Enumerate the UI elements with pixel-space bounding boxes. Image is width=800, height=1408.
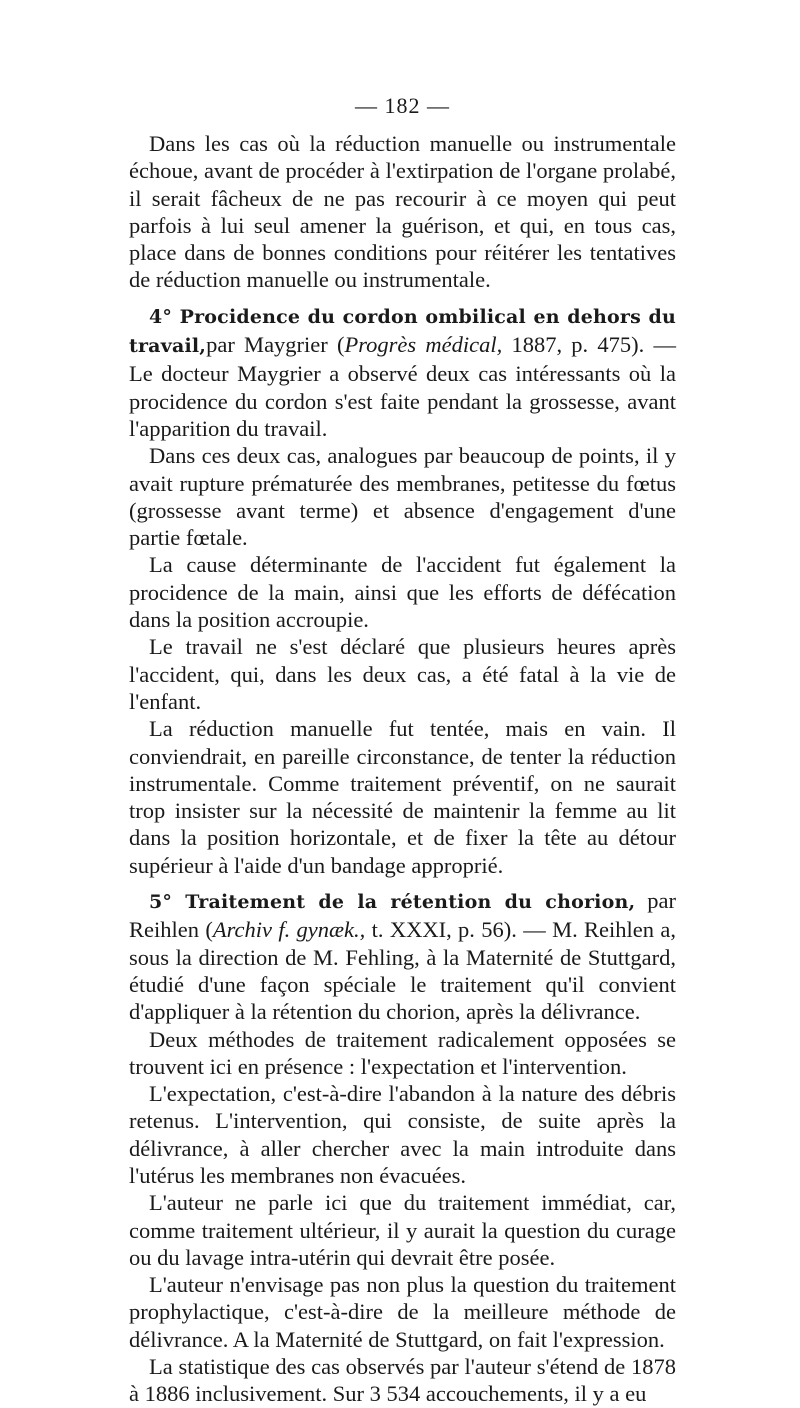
paragraph: Deux méthodes de traitement radicalement opposées se trouvent ici en présence : l'expectation et l'intervention. xyxy=(129,1026,676,1079)
section-heading: 5° Traitement de la rétention du chorion, xyxy=(149,891,636,914)
section-4-paragraph: 4° Procidence du cordon ombilical en dehors du travail,par Maygrier (Progrès médical, 1887, p. 475). — Le docteur Maygrier a observé deux cas intéressants où la procidence du cordon s'est faite pendant la grossesse, avant l'apparition du travail. xyxy=(129,305,676,441)
paragraph: La statistique des cas observés par l'auteur s'étend de 1878 à 1886 inclusivement. Sur 3 534 accouchements, il y a eu xyxy=(129,1354,676,1407)
page-number: — 182 — xyxy=(355,93,450,118)
paragraph: La cause déterminante de l'accident fut également la procidence de la main, ainsi que les efforts de défécation dans la position accroupie. xyxy=(129,552,676,633)
paragraph: L'expectation, c'est-à-dire l'abandon à la nature des débris retenus. L'intervention, qui consiste, de suite après la délivrance, à aller chercher avec la main introduite dans l'utérus les membranes non évacuées. xyxy=(129,1081,676,1188)
journal-citation: Progrès médical, xyxy=(344,332,503,358)
section-heading: 4° Procidence du cordon ombilical en dehors du travail, xyxy=(129,305,676,358)
paragraph: Dans les cas où la réduction manuelle ou instrumentale échoue, avant de procéder à l'extirpation de l'organe prolabé, il serait fâcheux de ne pas recourir à ce moyen qui peut parfois à lui seul amener la guérison, et qui, en tous cas, place dans de bonnes conditions pour réitérer les tentatives de réduction manuelle ou instrumentale. xyxy=(129,131,676,293)
journal-citation: Archiv f. gynæk., xyxy=(212,917,366,943)
paragraph: L'auteur n'envisage pas non plus la question du traitement prophylactique, c'est-à-dire de la meilleure méthode de délivrance. A la Maternité de Stuttgard, on fait l'expression. xyxy=(129,1272,676,1352)
paragraph: La réduction manuelle fut tentée, mais en vain. Il conviendrait, en pareille circonstance, de tenter la réduction instrumentale. Comme traitement préventif, on ne saurait trop insister sur la nécessité de maintenir la femme au lit dans la position horizontale, et de fixer la tête au détour supérieur à l'aide d'un bandage approprié. xyxy=(129,716,676,878)
paragraph: Dans ces deux cas, analogues par beaucoup de points, il y avait rupture prématurée des membranes, petitesse du fœtus (grossesse avant terme) et absence d'engagement d'une partie fœtale. xyxy=(129,443,676,551)
paragraph: Le travail ne s'est déclaré que plusieurs heures après l'accident, qui, dans les deux cas, a été fatal à la vie de l'enfant. xyxy=(129,634,676,714)
section-5-paragraph: 5° Traitement de la rétention du chorion, par Reihlen (Archiv f. gynæk., t. XXXI, p. 56). — M. Reihlen a, sous la direction de M. Fehling, à la Maternité de Stuttgard, étudié d'une façon spéciale le traitement qu'il convient d'appliquer à la rétention du chorion, après la délivrance. xyxy=(129,888,676,1025)
paragraph: L'auteur ne parle ici que du traitement immédiat, car, comme traitement ultérieur, il y aurait la question du curage ou du lavage intra-utérin qui devrait être posée. xyxy=(129,1190,676,1270)
